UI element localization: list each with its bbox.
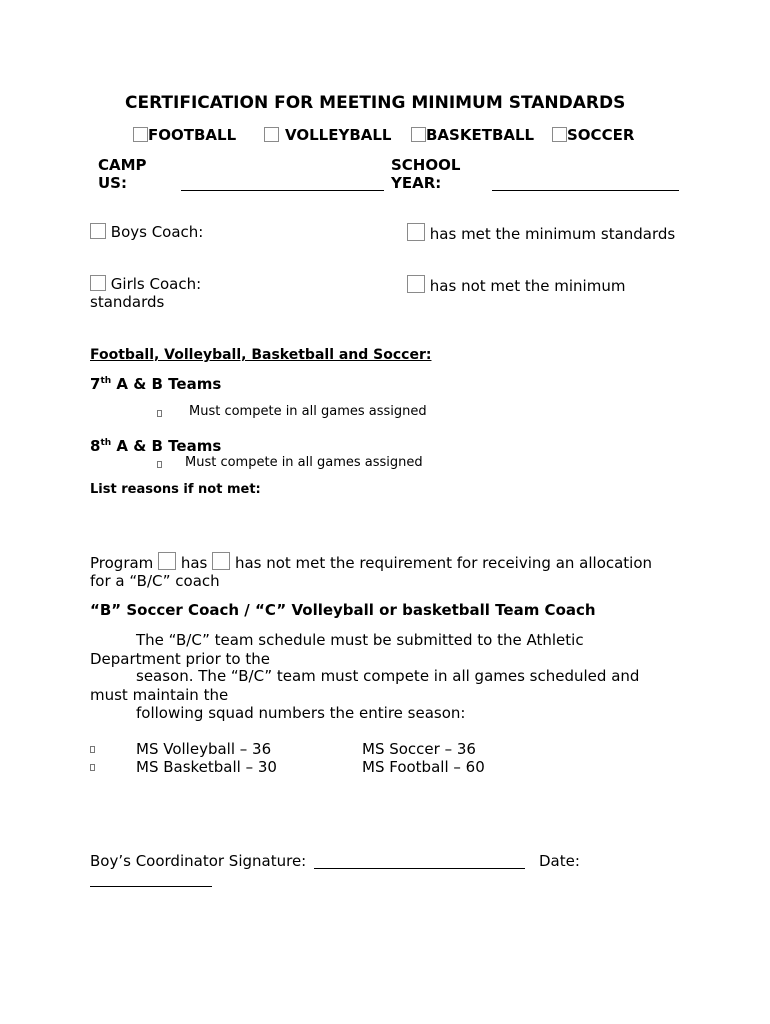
football-label: FOOTBALL xyxy=(148,126,237,144)
team-7-requirement: Must compete in all games assigned xyxy=(189,404,427,419)
boys-coach-checkbox[interactable] xyxy=(90,223,106,239)
school-year-label: SCHOOL YEAR: xyxy=(391,156,461,192)
soccer-label: SOCCER xyxy=(567,126,635,144)
bullet-icon xyxy=(157,461,162,468)
not-met-standards-checkbox[interactable] xyxy=(407,275,425,293)
met-standards-checkbox[interactable] xyxy=(407,223,425,241)
sport-option-basketball[interactable] xyxy=(411,126,534,144)
page-title: CERTIFICATION FOR MEETING MINIMUM STANDARDS xyxy=(125,93,626,113)
ms-soccer-requirement: MS Soccer – 36 xyxy=(362,740,476,758)
volleyball-label: VOLLEYBALL xyxy=(285,126,392,144)
standards-wrap-text: standards xyxy=(90,293,165,311)
date-label: Date: xyxy=(539,852,580,870)
not-met-standards-row[interactable] xyxy=(407,275,625,295)
boys-coach-label: Boys Coach: xyxy=(110,223,204,241)
boys-coach-row[interactable] xyxy=(90,223,203,241)
ms-volleyball-requirement: MS Volleyball – 36 xyxy=(136,740,272,758)
sport-option-volleyball[interactable] xyxy=(264,126,391,144)
volleyball-checkbox[interactable] xyxy=(264,127,279,142)
team-8-requirement: Must compete in all games assigned xyxy=(185,455,423,470)
campus-field[interactable] xyxy=(181,190,384,191)
bc-coach-heading: “B” Soccer Coach / “C” Volleyball or basketball Team Coach xyxy=(90,601,596,619)
bc-paragraph-line-2: Department prior to the xyxy=(90,650,270,668)
bullet-icon xyxy=(90,764,95,771)
bc-paragraph-line-5: following squad numbers the entire season: xyxy=(136,704,466,722)
bc-paragraph-line-1: The “B/C” team schedule must be submitted to the Athletic xyxy=(136,631,584,649)
met-standards-row[interactable] xyxy=(407,223,675,243)
reasons-label: List reasons if not met: xyxy=(90,482,261,497)
sports-heading: Football, Volleyball, Basketball and Soccer: xyxy=(90,347,432,363)
program-line: Program has has not met the requirement for receiving an allocation xyxy=(90,554,653,572)
program-line-2: for a “B/C” coach xyxy=(90,572,220,590)
school-year-field[interactable] xyxy=(492,190,679,191)
signature-field[interactable] xyxy=(314,868,525,869)
not-met-standards-label: has not met the minimum xyxy=(429,277,626,295)
soccer-checkbox[interactable] xyxy=(552,127,567,142)
ms-football-requirement: MS Football – 60 xyxy=(362,758,485,776)
bc-paragraph-line-4: must maintain the xyxy=(90,686,229,704)
signature-label: Boy’s Coordinator Signature: xyxy=(90,852,307,870)
basketball-label: BASKETBALL xyxy=(426,126,535,144)
program-has-checkbox[interactable] xyxy=(158,552,176,570)
girls-coach-row[interactable] xyxy=(90,275,201,293)
girls-coach-checkbox[interactable] xyxy=(90,275,106,291)
campus-label: CAMP US: xyxy=(98,156,147,192)
met-standards-label: has met the minimum standards xyxy=(429,225,676,243)
bullet-icon xyxy=(157,410,162,417)
team-8-heading: 8th A & B Teams xyxy=(90,437,222,455)
girls-coach-label: Girls Coach: xyxy=(110,275,202,293)
program-has-not-checkbox[interactable] xyxy=(212,552,230,570)
sport-option-football[interactable] xyxy=(133,126,236,144)
ms-basketball-requirement: MS Basketball – 30 xyxy=(136,758,277,776)
basketball-checkbox[interactable] xyxy=(411,127,426,142)
sport-option-soccer[interactable] xyxy=(552,126,634,144)
football-checkbox[interactable] xyxy=(133,127,148,142)
date-field[interactable] xyxy=(90,886,212,887)
bc-paragraph-line-3: season. The “B/C” team must compete in all games scheduled and xyxy=(136,667,640,685)
team-7-heading: 7th A & B Teams xyxy=(90,375,222,393)
bullet-icon xyxy=(90,746,95,753)
